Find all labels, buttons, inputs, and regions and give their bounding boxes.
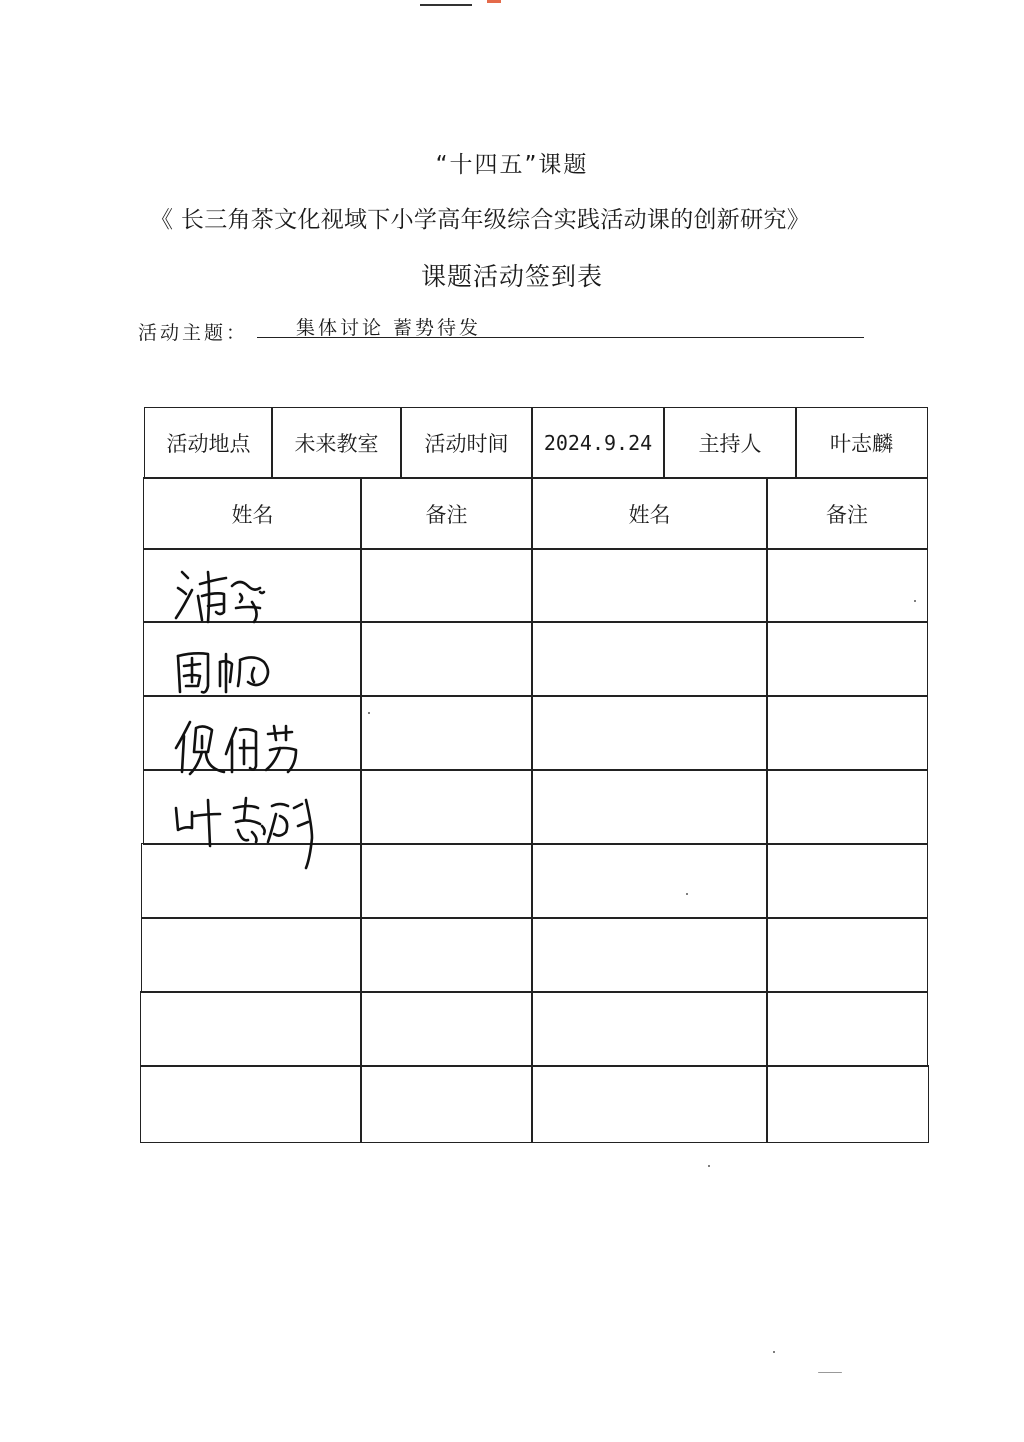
signature-3-handwritten — [168, 712, 368, 786]
sheet-title: 课题活动签到表 — [420, 262, 603, 291]
note-cell — [766, 917, 928, 993]
time-value: 2024.9.24 — [543, 431, 653, 455]
name-cell — [531, 991, 768, 1067]
scan-speck — [708, 1165, 710, 1167]
note-header-2 — [766, 477, 928, 550]
note-header-2-label: 备注 — [826, 502, 868, 527]
name-cell — [531, 548, 768, 623]
note-cell — [766, 548, 928, 623]
scan-speck — [773, 1351, 775, 1353]
host-label-cell — [663, 407, 797, 479]
note-header-1-label: 备注 — [425, 502, 468, 527]
location-value: 未来教室 — [294, 432, 379, 456]
theme-underline — [257, 337, 864, 338]
project-series-title: “十四五”课题 — [435, 152, 589, 178]
scan-mark — [487, 0, 501, 3]
location-label: 活动地点 — [166, 432, 251, 456]
name-cell — [531, 843, 768, 919]
note-cell — [766, 621, 928, 697]
name-header-2 — [531, 477, 768, 550]
note-cell — [360, 548, 533, 623]
note-cell — [360, 917, 533, 993]
signature-2-handwritten — [168, 636, 368, 710]
signature-1-handwritten — [168, 562, 368, 636]
note-cell — [360, 769, 533, 845]
name-header-1 — [143, 477, 362, 550]
host-label: 主持人 — [698, 432, 762, 456]
signature-4-handwritten — [168, 786, 368, 876]
name-cell — [531, 1065, 768, 1143]
name-header-2-label: 姓名 — [628, 502, 671, 527]
note-cell — [360, 991, 533, 1067]
location-label-cell — [144, 407, 273, 479]
note-cell — [766, 695, 928, 771]
scan-speck — [818, 1372, 842, 1373]
name-header-1-label: 姓名 — [231, 502, 274, 527]
name-cell — [531, 769, 768, 845]
note-header-1 — [360, 477, 533, 550]
scan-speck — [686, 893, 688, 895]
scan-mark — [420, 4, 472, 6]
location-value-cell — [271, 407, 402, 479]
note-cell — [360, 843, 533, 919]
theme-label: 活动主题： — [138, 322, 249, 344]
note-cell — [766, 991, 928, 1067]
name-cell — [531, 621, 768, 697]
project-title: 《 长三角茶文化视域下小学高年级综合实践活动课的创新研究》 — [150, 207, 811, 233]
note-cell — [360, 695, 533, 771]
theme-value: 集体讨论 蓄势待发 — [296, 317, 482, 339]
scan-speck — [368, 712, 370, 714]
host-value: 叶志麟 — [830, 432, 893, 456]
host-value-cell — [795, 407, 928, 479]
time-label: 活动时间 — [424, 432, 509, 456]
note-cell — [766, 769, 928, 845]
name-cell — [140, 991, 362, 1067]
note-cell — [360, 621, 533, 697]
name-cell — [141, 917, 362, 993]
note-cell — [766, 843, 928, 919]
note-cell — [766, 1065, 929, 1143]
note-cell — [360, 1065, 533, 1143]
time-label-cell — [400, 407, 533, 479]
name-cell — [531, 917, 768, 993]
time-value-cell — [531, 407, 665, 479]
scan-speck — [914, 600, 916, 602]
name-cell — [531, 695, 768, 771]
name-cell — [140, 1065, 362, 1143]
